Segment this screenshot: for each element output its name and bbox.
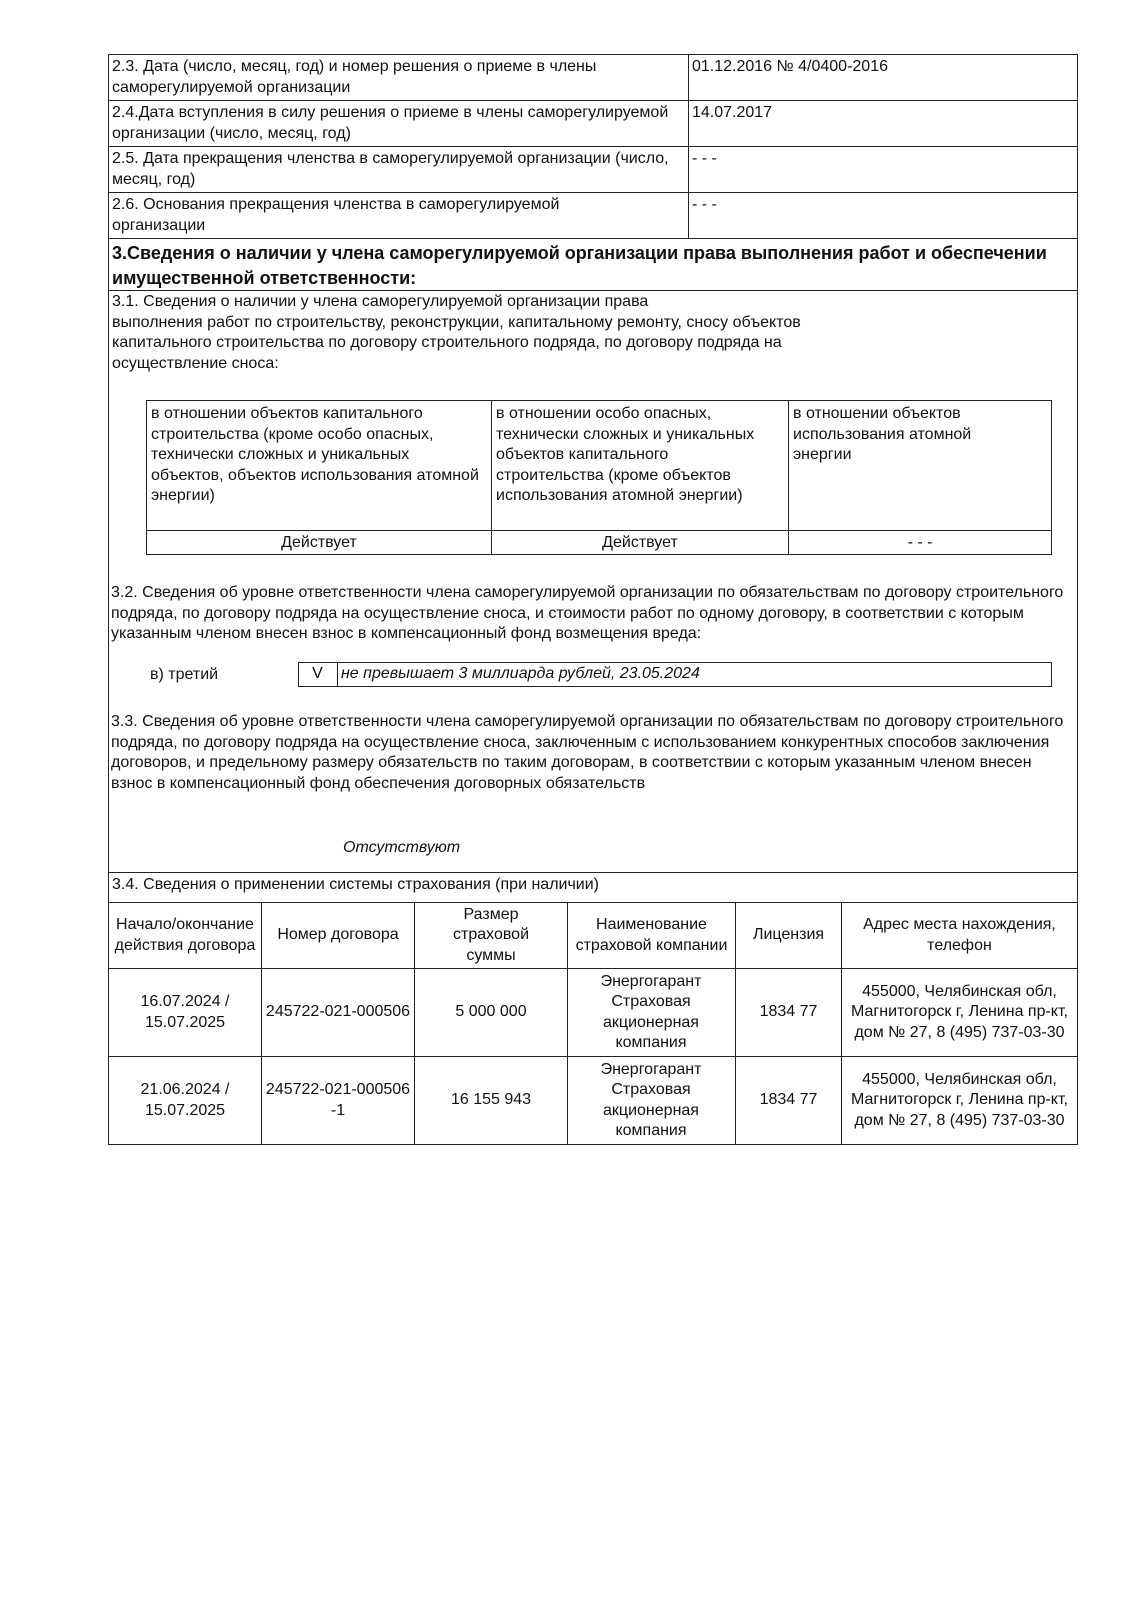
rights-col-1-header: в отношении объектов капитального строительства (кроме особо опасных, технически сложных и уникальных объектов, объектов использования атомной энергии) bbox=[151, 405, 479, 504]
ins-row-2-license: 1834 77 bbox=[759, 1091, 818, 1109]
rights-col-3-status: - - - bbox=[907, 534, 933, 551]
text-line: осуществление сноса: bbox=[112, 354, 279, 372]
col-divider bbox=[788, 400, 789, 555]
col-divider bbox=[491, 400, 492, 555]
row-2-4-label: 2.4.Дата вступления в силу решения о приеме в члены саморегулируемой организации (число, месяц, год) bbox=[112, 104, 669, 142]
rights-col-1-status: Действует bbox=[281, 534, 357, 551]
ins-row-2-amount: 16 155 943 bbox=[450, 1091, 532, 1109]
row-2-3-label: 2.3. Дата (число, месяц, год) и номер решения о приеме в члены саморегулируемой организации bbox=[112, 58, 597, 96]
rights-col-2-header: в отношении особо опасных, технически сложных и уникальных объектов капитального строительства (кроме объектов использования атомной энергии) bbox=[496, 405, 755, 504]
row-2-6-label: 2.6. Основания прекращения членства в саморегулируемой организации bbox=[112, 196, 560, 234]
ins-row-1-period: 16.07.2024 / 15.07.2025 bbox=[140, 993, 230, 1031]
ins-row-1-address: 455000, Челябинская обл, Магнитогорск г, Ленина пр-кт, дом № 27, 8 (495) 737-03-30 bbox=[851, 982, 1068, 1041]
section-3-heading: 3.Сведения о наличии у члена саморегулируемой организации права выполнения работ и обеспечении имущественной ответственности: bbox=[112, 243, 1047, 288]
text-line: выполнения работ по строительству, реконструкции, капитальному ремонту, сносу объектов bbox=[112, 313, 801, 331]
text-line: капитального строительства по договору строительного подряда, по договору подряда на bbox=[112, 334, 782, 351]
ins-row-2-address: 455000, Челябинская обл, Магнитогорск г, Ленина пр-кт, дом № 27, 8 (495) 737-03-30 bbox=[851, 1070, 1068, 1129]
ins-header-company: Наименование страховой компании bbox=[575, 916, 728, 954]
ins-row-1-license: 1834 77 bbox=[759, 1003, 818, 1021]
ins-header-contract: Номер договора bbox=[277, 926, 399, 944]
ins-header-period: Начало/окончание действия договора bbox=[114, 916, 256, 954]
ins-row-2-company: Энергогарант Страховая акционерная компания bbox=[600, 1060, 702, 1139]
ins-row-1-amount: 5 000 000 bbox=[455, 1003, 527, 1021]
rights-col-3-header: в отношении объектов использования атомной энергии bbox=[793, 405, 972, 463]
col-divider bbox=[337, 662, 338, 687]
section-3-4-title: 3.4. Сведения о применении системы страхования (при наличии) bbox=[112, 876, 599, 893]
text-line: 3.1. Сведения о наличии у члена саморегулируемой организации права bbox=[112, 293, 649, 310]
row-2-6-value: - - - bbox=[692, 196, 717, 213]
ins-row-1-company: Энергогарант Страховая акционерная компания bbox=[600, 972, 702, 1051]
ins-header-amount: Размер страховой суммы bbox=[453, 905, 529, 964]
ins-header-address: Адрес места нахождения, телефон bbox=[863, 916, 1056, 954]
section-3-3-value: Отсутствуют bbox=[343, 839, 461, 856]
section-3-2-text: 3.2. Сведения об уровне ответственности члена саморегулируемой организации по обязательствам по договору строительного подряда, по договору подряда на осуществление сноса, и стоимости работ по одному договору, в соответствии с которым указанным членом внесен взнос в компенсационный фонд возмещения вреда: bbox=[111, 584, 1064, 642]
row-2-5-value: - - - bbox=[692, 150, 717, 167]
row-divider bbox=[108, 290, 1078, 291]
row-2-4-value: 14.07.2017 bbox=[692, 104, 773, 121]
rights-col-2-status: Действует bbox=[602, 534, 678, 551]
liability-level-value: не превышает 3 миллиарда рублей, 23.05.2024 bbox=[341, 665, 700, 682]
liability-level-mark: V bbox=[312, 665, 323, 682]
ins-header-license: Лицензия bbox=[752, 926, 825, 944]
liability-level-label: в) третий bbox=[150, 666, 219, 683]
ins-row-1-contract: 245722-021-000506 bbox=[265, 1003, 411, 1021]
row-2-5-label: 2.5. Дата прекращения членства в саморегулируемой организации (число, месяц, год) bbox=[112, 150, 669, 188]
ins-row-2-contract: 245722-021-000506-1 bbox=[265, 1081, 411, 1119]
section-3-1-text bbox=[112, 292, 1062, 374]
section-3-3-text: 3.3. Сведения об уровне ответственности члена саморегулируемой организации по обязательствам по договору строительного подряда, по договору подряда на осуществление сноса, заключенным с использованием конкурентных способов заключения договоров, и предельному размеру обязательств по таким договорам, в соответствии с которым указанным членом внесен взнос в компенсационный фонд обеспечения договорных обязательств bbox=[111, 713, 1064, 792]
row-2-3-value: 01.12.2016 № 4/0400-2016 bbox=[692, 58, 888, 75]
ins-row-2-period: 21.06.2024 / 15.07.2025 bbox=[140, 1081, 230, 1119]
